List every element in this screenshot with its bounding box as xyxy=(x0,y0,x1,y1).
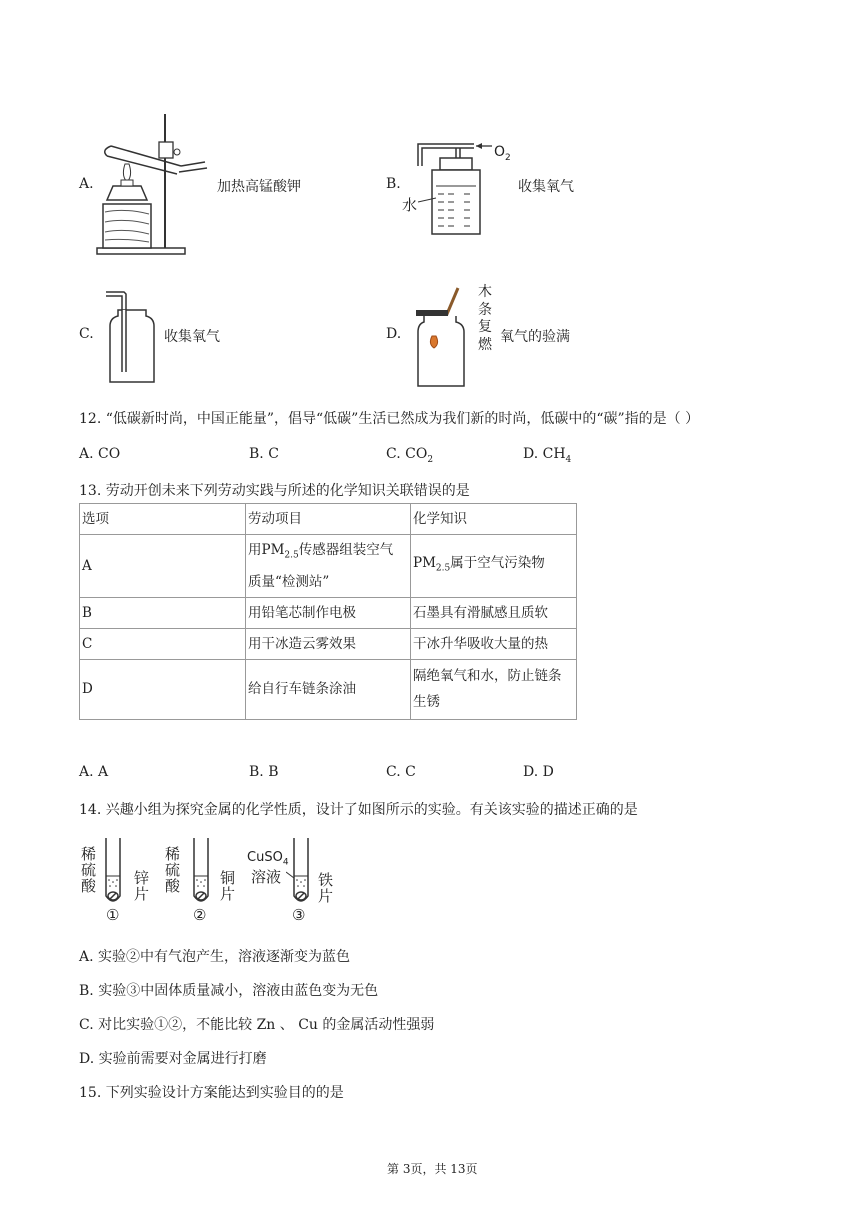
option-d-caption: 氧气的验满 xyxy=(500,329,570,345)
row-project: 用铅笔芯制作电极 xyxy=(246,597,411,628)
q12-option-c: C. $CO_2$ xyxy=(386,446,434,465)
option-a-letter: A. xyxy=(79,176,94,192)
oxygen-full-test-apparatus xyxy=(410,286,476,390)
tube1-right-label: 锌 片 xyxy=(134,869,150,903)
option-d-letter: D. xyxy=(386,326,402,342)
tube3-right-label: 铁 片 xyxy=(318,871,334,905)
row-project: 用干冰造云雾效果 xyxy=(246,628,411,659)
row-option: A xyxy=(80,535,246,598)
header-option: 选项 xyxy=(80,504,246,535)
row-knowledge: $PM_{2.5}$属于空气污染物 xyxy=(411,535,577,598)
test-tube-3 xyxy=(286,836,316,908)
q12-option-b: B. C xyxy=(249,446,279,462)
table-row xyxy=(80,597,577,628)
page-footer: 第 3页，共 13页 xyxy=(387,1162,478,1176)
q13-option-d: D. D xyxy=(523,764,554,780)
row-option: C xyxy=(80,628,246,659)
q15-stem: 15. 下列实验设计方案能达到实验目的的是 xyxy=(79,1085,344,1101)
q13-option-b: B. B xyxy=(249,764,279,780)
tube3-left-top-label: CuSO$_4$ xyxy=(247,850,289,868)
option-c-caption: 收集氧气 xyxy=(164,329,220,345)
q14-option-d: D. 实验前需要对金属进行打磨 xyxy=(79,1051,267,1067)
wood-strip-relights-label: 木 条 复 燃 xyxy=(478,284,492,353)
header-knowledge: 化学知识 xyxy=(411,504,577,535)
q13-option-c: C. C xyxy=(386,764,416,780)
table-header-row xyxy=(80,504,577,535)
q14-option-a: A. 实验②中有气泡产生，溶液逐渐变为蓝色 xyxy=(79,949,351,965)
potassium-permanganate-heating-apparatus xyxy=(95,108,215,258)
row-option: D xyxy=(80,659,246,719)
tube2-right-label: 铜 片 xyxy=(220,869,236,903)
q12-option-d: D. $CH_4$ xyxy=(523,446,572,465)
table-row xyxy=(80,535,577,598)
q14-stem: 14. 兴趣小组为探究金属的化学性质，设计了如图所示的实验。有关该实验的描述正确的是 xyxy=(79,802,638,818)
test-tube-2 xyxy=(186,836,216,908)
o2-label: $O_2$ xyxy=(494,144,511,163)
header-project: 劳动项目 xyxy=(246,504,411,535)
tube1-number: ① xyxy=(106,906,120,924)
q12-option-a: A. CO xyxy=(79,446,121,462)
tube3-left-mid-label: 溶液 xyxy=(251,868,282,886)
row-option: B xyxy=(80,597,246,628)
table-row xyxy=(80,659,577,719)
tube3-number: ③ xyxy=(292,906,306,924)
q14-option-c: C. 对比实验①②，不能比较 Zn 、 Cu 的金属活动性强弱 xyxy=(79,1017,435,1033)
row-knowledge: 石墨具有滑腻感且质软 xyxy=(411,597,577,628)
option-a-caption: 加热高锰酸钾 xyxy=(217,179,301,195)
upward-air-collection-apparatus xyxy=(104,288,160,384)
tube2-left-label: 稀 硫 酸 xyxy=(165,845,181,895)
q13-option-a: A. A xyxy=(79,764,109,780)
water-label: 水 xyxy=(402,196,418,214)
table-row xyxy=(80,628,577,659)
option-b-caption: 收集氧气 xyxy=(518,179,574,195)
row-project: 给自行车链条涂油 xyxy=(246,659,411,719)
tube1-left-label: 稀 硫 酸 xyxy=(81,845,97,895)
row-knowledge: 干冰升华吸收大量的热 xyxy=(411,628,577,659)
q13-stem: 13. 劳动开创未来下列劳动实践与所述的化学知识关联错误的是 xyxy=(79,483,470,499)
test-tube-1 xyxy=(98,836,128,908)
row-project: 用$PM_{2.5}$传感器组装空气 质量“检测站” xyxy=(246,535,411,598)
row-knowledge: 隔绝氧气和水，防止链条 生锈 xyxy=(411,659,577,719)
q12-stem: 12. “低碳新时尚，中国正能量”，倡导“低碳”生活已然成为我们新的时尚，低碳中的“碳”指的是（ ） xyxy=(79,411,700,427)
q14-option-b: B. 实验③中固体质量减小，溶液由蓝色变为无色 xyxy=(79,983,379,999)
q13-table xyxy=(79,503,577,720)
tube2-number: ② xyxy=(193,906,207,924)
option-c-letter: C. xyxy=(79,326,94,342)
option-b-letter: B. xyxy=(386,176,401,192)
